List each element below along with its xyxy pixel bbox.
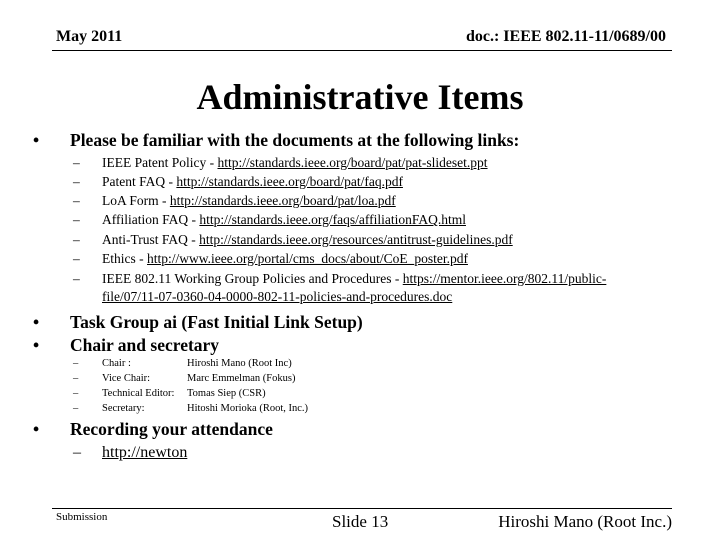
link-attendance[interactable]: http://newton <box>102 444 188 461</box>
link-ethics[interactable]: http://www.ieee.org/portal/cms_docs/about/CoE_poster.pdf <box>147 251 468 266</box>
bullet-chair-text: Chair and secretary <box>70 335 220 355</box>
link-label: IEEE 802.11 Working Group Policies and Procedures - <box>102 271 403 286</box>
link-label: Anti-Trust FAQ - <box>102 232 200 247</box>
officer-name: Hitoshi Morioka (Root, Inc.) <box>187 403 309 414</box>
footer-author: Hiroshi Mano (Root Inc.) <box>498 512 672 531</box>
dash: – <box>73 388 79 399</box>
dash: – <box>73 251 80 266</box>
header-date: May 2011 <box>56 28 123 45</box>
slide-title: Administrative Items <box>196 77 524 117</box>
bullet-dot: • <box>33 312 40 332</box>
dash: – <box>73 232 80 247</box>
dash: – <box>73 174 80 189</box>
dash: – <box>73 444 81 461</box>
dash: – <box>73 358 79 369</box>
officer-name: Marc Emmelman (Fokus) <box>187 373 296 384</box>
officer-name: Hiroshi Mano (Root Inc) <box>187 358 292 369</box>
link-patent-policy[interactable]: http://standards.ieee.org/board/pat/pat-slideset.ppt <box>217 155 488 170</box>
link-label: IEEE Patent Policy - <box>102 155 218 170</box>
header-doc-id: doc.: IEEE 802.11-11/0689/00 <box>465 28 666 45</box>
link-policies-cont[interactable]: file/07/11-07-0360-04-0000-802-11-policies-and-procedures.doc <box>102 289 453 304</box>
link-label: Ethics - <box>102 251 147 266</box>
link-affiliation-faq[interactable]: http://standards.ieee.org/faqs/affiliationFAQ.html <box>199 212 466 227</box>
dash: – <box>73 403 79 414</box>
bullet-dot: • <box>33 130 40 150</box>
bullet-task-group-text: Task Group ai (Fast Initial Link Setup) <box>70 312 363 332</box>
link-label: Patent FAQ - <box>102 174 177 189</box>
officer-role: Chair : <box>102 358 131 369</box>
dash: – <box>73 193 80 208</box>
bullet-docs-text: Please be familiar with the documents at the following links: <box>70 130 520 150</box>
link-antitrust-faq[interactable]: http://standards.ieee.org/resources/antitrust-guidelines.pdf <box>199 232 513 247</box>
link-policies[interactable]: https://mentor.ieee.org/802.11/public- <box>402 271 607 286</box>
bullet-attendance-text: Recording your attendance <box>70 419 273 439</box>
footer-slide-number: Slide 13 <box>332 512 389 531</box>
footer-rule <box>52 508 672 509</box>
dash: – <box>73 373 79 384</box>
link-label: Affiliation FAQ - <box>102 212 200 227</box>
officer-role: Vice Chair: <box>102 373 151 384</box>
link-label: LoA Form - <box>102 193 170 208</box>
bullet-dot: • <box>33 419 40 439</box>
footer-submission: Submission <box>56 511 108 523</box>
officer-role: Secretary: <box>102 403 145 414</box>
officer-name: Tomas Siep (CSR) <box>187 388 266 399</box>
link-patent-faq[interactable]: http://standards.ieee.org/board/pat/faq.pdf <box>176 174 403 189</box>
bullet-dot: • <box>33 335 40 355</box>
link-loa-form[interactable]: http://standards.ieee.org/board/pat/loa.pdf <box>169 193 396 208</box>
dash: – <box>73 155 80 170</box>
dash: – <box>73 212 80 227</box>
officer-role: Technical Editor: <box>102 388 175 399</box>
header-rule <box>52 50 672 51</box>
dash: – <box>73 271 80 286</box>
